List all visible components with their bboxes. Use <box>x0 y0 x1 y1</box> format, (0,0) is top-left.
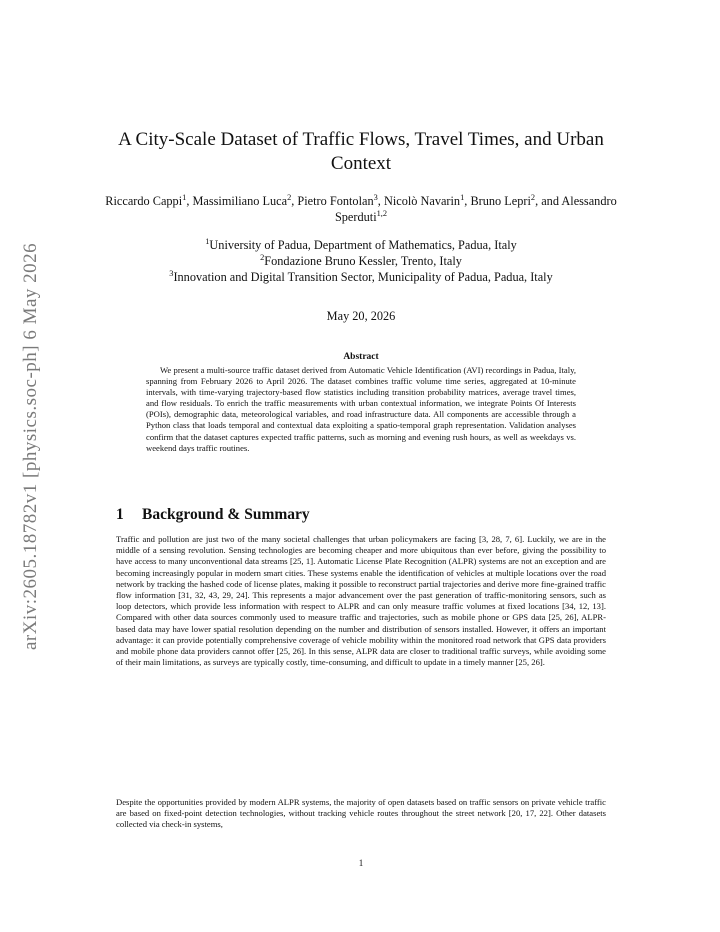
affiliation-list <box>116 237 606 285</box>
author-affiliation-mark: 1,2 <box>376 208 388 218</box>
arxiv-identifier-stamp: arXiv:2605.18782v1 [physics.soc-ph] 6 May 2026 <box>20 242 41 650</box>
paper-title: A City-Scale Dataset of Traffic Flows, Travel Times, and Urban Context <box>118 129 604 174</box>
author-affiliation-mark: 2 <box>287 192 292 202</box>
author-affiliation-mark: 1 <box>460 192 465 202</box>
paper-date: May 20, 2026 <box>326 309 396 323</box>
author-name: Bruno Lepri <box>470 194 531 208</box>
author-name: Riccardo Cappi <box>105 194 183 208</box>
author-separator: , <box>186 194 193 208</box>
page-number: 1 <box>358 858 364 868</box>
section-number: 1 <box>116 506 124 523</box>
author <box>105 194 186 208</box>
author-name: Alessandro Sperduti <box>334 194 617 224</box>
section-heading <box>116 506 606 524</box>
author-separator: , <box>291 194 298 208</box>
author <box>192 194 291 208</box>
author-affiliation-mark: 3 <box>373 192 378 202</box>
author-separator: , <box>464 194 471 208</box>
affiliation <box>116 237 606 253</box>
author-name: Nicolò Navarin <box>383 194 461 208</box>
author-list <box>96 193 626 225</box>
affiliation-mark: 2 <box>260 252 265 262</box>
body-paragraph: Despite the opportunities provided by modern ALPR systems, the majority of open datasets based on traffic sensors on private vehicle traffic are based on fixed-point detection technologies, without tracking vehicle routes throughout the street network [20, 17, 22]. Other datasets collected via check-in systems, <box>116 797 606 830</box>
author-affiliation-mark: 1 <box>182 192 187 202</box>
author-separator: , <box>377 194 384 208</box>
body-paragraph: Traffic and pollution are just two of the many societal challenges that urban policymakers are facing [3, 28, 7, 6]. Luckily, we are in the middle of a sensing revolution. Sensing technologies are becoming cheaper and more ubiquitous than ever before, giving the possibility to have access to many unconventional data streams [25, 1]. Automatic License Plate Recognition (ALPR) systems are not an exception and are becoming increasingly popular in modern smart cities. These systems enable the identification of vehicles at multiple locations over the road network by tracking the hashed code of license plates, making it possible to reconstruct partial trajectories and derive more fine-grained traffic flow information [31, 32, 43, 29, 24]. This represents a major advancement over the past generation of traffic-monitoring sensors, such as loop detectors, which provide less information with respect to ALPR and can only measure traffic volumes at fixed locations [34, 12, 13]. Compared with other data sources commonly used to measure traffic and trajectories, such as mobile phone or GPS data [25, 26], ALPR-based data may have lower spatial resolution depending on the number and distribution of sensors installed. However, it offers an important advantage: it can provide potentially comprehensive coverage of vehicle mobility within the monitored road network that GPS data providers and mobile phone data providers cannot offer [25, 26]. In this sense, ALPR data are closer to traditional traffic surveys, while avoiding some of their main limitations, as surveys are typically costly, time-consuming, and difficult to update in a timely manner [25, 26]. <box>116 534 606 668</box>
author-separator: , and <box>535 194 562 208</box>
affiliation-text: University of Padua, Department of Mathematics, Padua, Italy <box>209 238 517 252</box>
affiliation-mark: 3 <box>169 268 174 278</box>
section-title: Background & Summary <box>142 506 310 523</box>
author-name: Pietro Fontolan <box>297 194 374 208</box>
abstract-text: We present a multi-source traffic dataset derived from Automatic Vehicle Identification (AVI) recordings in Padua, Italy, spanning from February 2026 to April 2026. The dataset combines traffic volume time series, aggregated at 10-minute intervals, with time-varying trajectory-based flow statistics including transition probability matrices, average travel times, and flow residuals. To enrich the traffic measurements with urban contextual information, we integrate Points Of Interests (POIs), demographic data, meteorological variables, and road infrastructure data. All components are accessible through a Python class that loads temporal and contextual data exploiting a spatio-temporal graph representation. Validation analyses confirm that the dataset captures expected traffic patterns, such as morning and evening rush hours, as well as weekdays vs. weekend days traffic routines. <box>146 365 576 453</box>
abstract-heading: Abstract <box>343 352 379 362</box>
affiliation <box>116 253 606 269</box>
affiliation-text: Fondazione Bruno Kessler, Trento, Italy <box>264 254 462 268</box>
author <box>470 194 535 208</box>
author <box>297 194 377 208</box>
affiliation <box>116 269 606 285</box>
author-affiliation-mark: 2 <box>530 192 536 202</box>
affiliation-mark: 1 <box>205 236 210 246</box>
author-name: Massimiliano Luca <box>192 194 288 208</box>
affiliation-text: Innovation and Digital Transition Sector, Municipality of Padua, Padua, Italy <box>173 270 553 284</box>
author <box>384 194 464 208</box>
